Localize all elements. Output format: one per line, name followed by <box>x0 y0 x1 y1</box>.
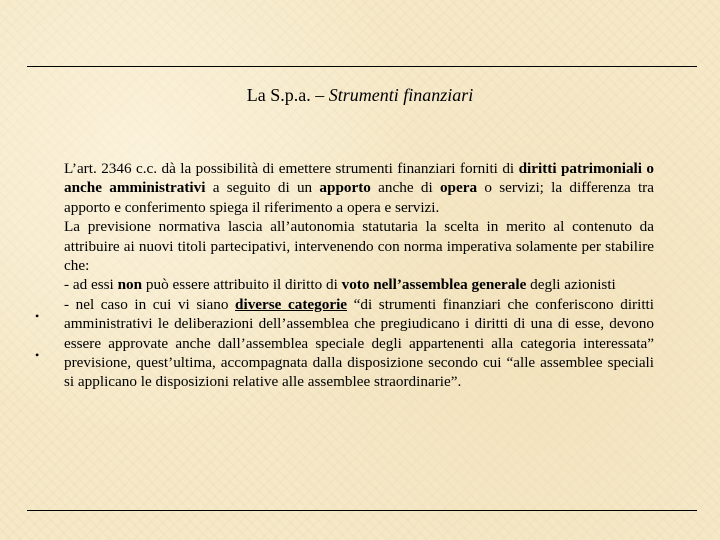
bullet-item-categorie <box>64 295 654 392</box>
bottom-divider <box>27 510 697 511</box>
text: degli azionisti <box>526 276 616 294</box>
text: L’art. 2346 c.c. dà la possibilità di emettere strumenti finanziari forniti di <box>64 160 519 177</box>
title-prefix: La S.p.a. – <box>246 85 329 105</box>
top-divider <box>27 66 697 67</box>
text: “di strumenti finanziari che conferiscono diritti amministrativi le deliberazioni dell’assemblea che pregiudicano i diritti di una di esse, devono essere approvate anche dall’assemblea speciale degli appartenenti alla categoria interessata” previsione, quest’ultima, accompagnata dalla disposizione secondo cui “alle assemblee speciali si applicano le disposizioni relative alle assemblee straordinarie”. <box>64 295 654 391</box>
emphasis-apporto: apporto <box>319 179 371 197</box>
title-italic: Strumenti finanziari <box>328 85 474 105</box>
bullet-item-voto <box>64 275 654 294</box>
text: - ad essi <box>64 276 118 294</box>
emphasis-diritti: diritti patrimoniali o anche amministrativi <box>64 160 655 197</box>
emphasis-voto: voto nell’assemblea generale <box>341 276 527 294</box>
slide-body <box>64 159 654 392</box>
text: a seguito di un <box>205 179 320 197</box>
emphasis-opera: opera <box>439 179 478 197</box>
paragraph-previsione: La previsione normativa lascia all’autonomia statutaria la scelta in merito al contenuto da attribuire ai nuovi titoli partecipativi, intervenendo con norma imperativa solamente per stabilire che: <box>64 218 654 275</box>
text: - nel caso in cui vi siano <box>64 295 236 313</box>
paragraph-art-2346 <box>64 159 654 217</box>
emphasis-categorie: diverse categorie <box>235 295 348 313</box>
bullet-marker: • <box>35 309 40 323</box>
bullet-marker: • <box>35 348 40 362</box>
emphasis-non: non <box>117 276 143 294</box>
slide-title <box>0 82 720 108</box>
text: anche di <box>370 179 440 197</box>
text: o servizi; la differenza tra apporto e conferimento spiega il riferimento a opera e servizi. <box>64 179 654 216</box>
text: può essere attribuito il diritto di <box>142 276 342 294</box>
